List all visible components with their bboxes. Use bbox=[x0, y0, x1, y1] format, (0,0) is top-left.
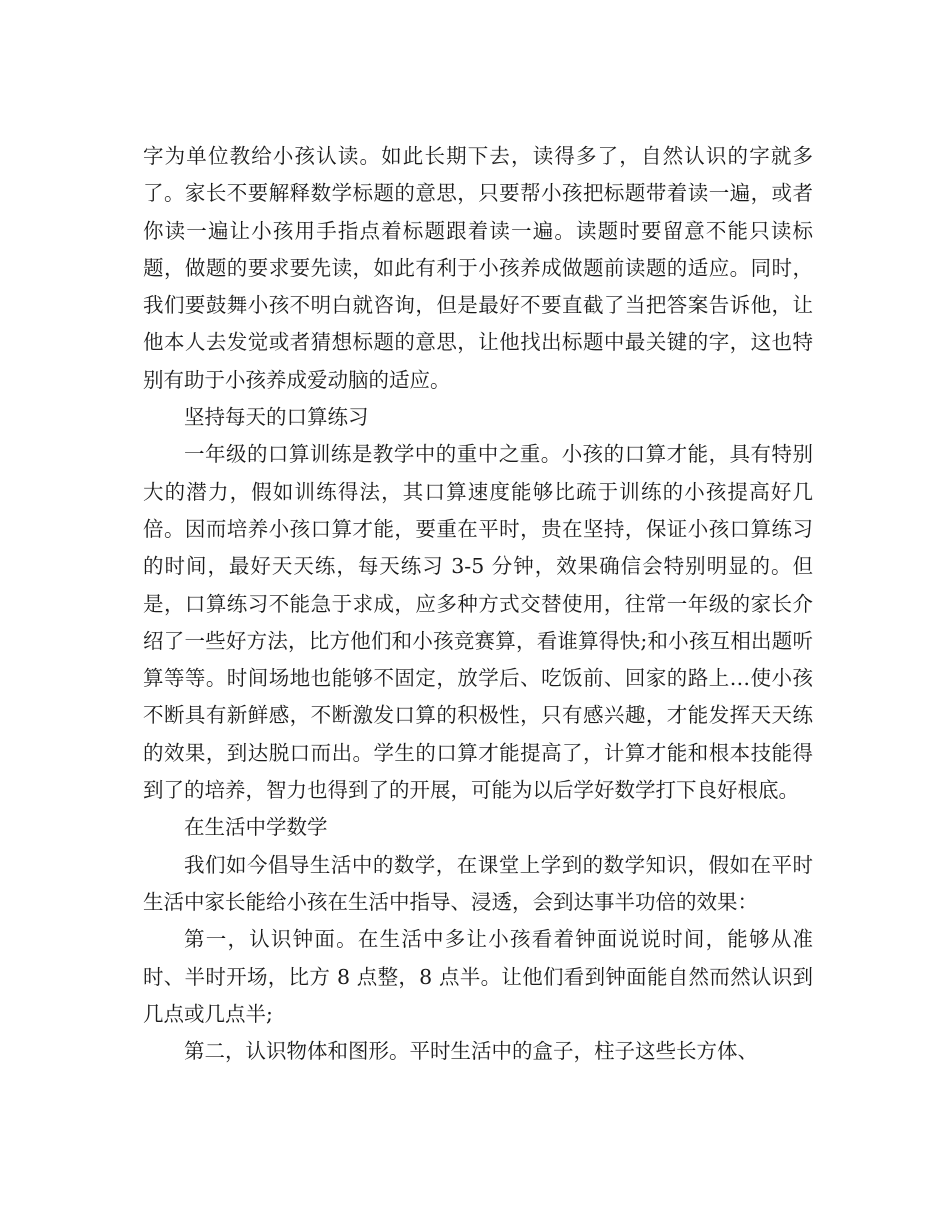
document-body bbox=[143, 138, 813, 1070]
section-heading-math-in-life: 在生活中学数学 bbox=[184, 815, 328, 840]
paragraph-shapes: 第二，认识物体和图形。平时生活中的盒子，柱子这些长方体、 bbox=[184, 1039, 758, 1064]
paragraph-continuation: 字为单位教给小孩认读。如此长期下去，读得多了，自然认识的字就多了。家长不要解释数学标题的意思，只要帮小孩把标题带着读一遍，或者你读一遍让小孩用手指点着标题跟着读一遍。读题时要留意不能只读标题，做题的要求要先读，如此有利于小孩养成做题前读题的适应。同时，我们要鼓舞小孩不明白就咨询，但是最好不要直截了当把答案告诉他，让他本人去发觉或者猜想标题的意思，让他找出标题中最关键的字，这也特别有助于小孩养成爱动脑的适应。 bbox=[143, 144, 813, 392]
paragraph-clock-face: 第一，认识钟面。在生活中多让小孩看着钟面说说时间，能够从准时、半时开场，比方 8 点整，8 点半。让他们看到钟面能自然而然认识到几点或几点半; bbox=[143, 927, 813, 1026]
paragraph-oral-arithmetic: 一年级的口算训练是教学中的重中之重。小孩的口算才能，具有特别大的潜力，假如训练得法，其口算速度能够比疏于训练的小孩提高好几倍。因而培养小孩口算才能，要重在平时，贵在坚持，保证小孩口算练习的时间，最好天天练，每天练习 3-5 分钟，效果确信会特别明显的。但是，口算练习不能急于求成，应多种方式交替使用，往常一年级的家长介绍了一些好方法，比方他们和小孩竞赛算，看谁算得快;和小孩互相出题听算等等。时间场地也能够不固定，放学后、吃饭前、回家的路上…使小孩不断具有新鲜感，不断激发口算的积极性，只有感兴趣，才能发挥天天练的效果，到达脱口而出。学生的口算才能提高了，计算才能和根本技能得到了的培养，智力也得到了的开展，可能为以后学好数学打下良好根底。 bbox=[143, 442, 813, 803]
paragraph-math-in-life-intro: 我们如今倡导生活中的数学，在课堂上学到的数学知识，假如在平时生活中家长能给小孩在生活中指导、浸透，会到达事半功倍的效果： bbox=[143, 852, 813, 914]
section-heading-oral-arithmetic: 坚持每天的口算练习 bbox=[184, 405, 369, 430]
